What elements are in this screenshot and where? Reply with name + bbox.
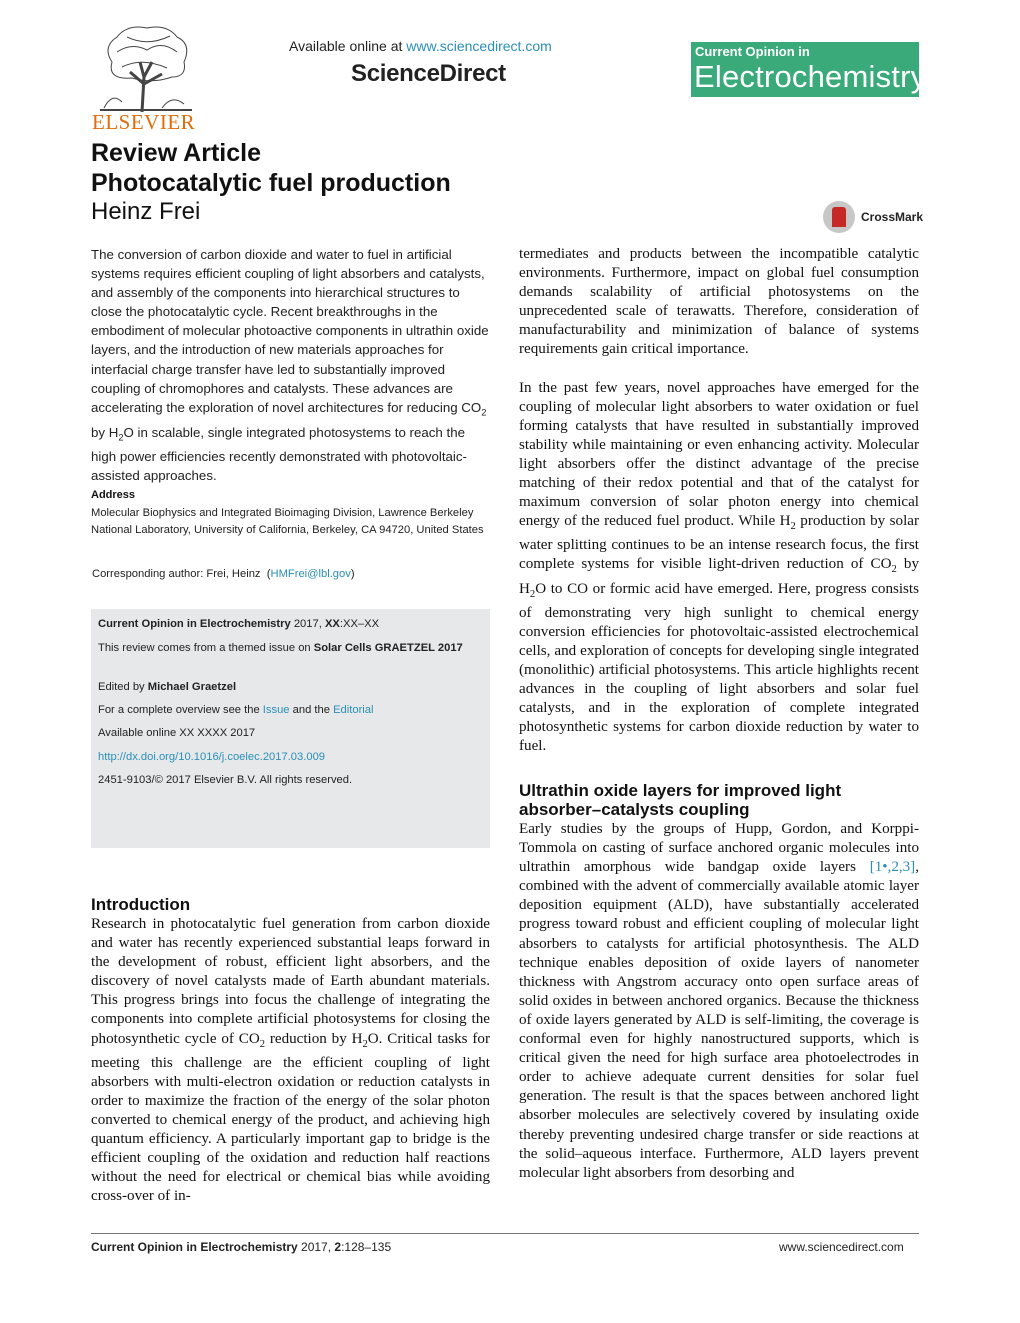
right-column [519, 245, 919, 756]
article-title: Photocatalytic fuel production [91, 169, 451, 197]
info-copyright: 2451-9103/© 2017 Elsevier B.V. All rights reserved. [98, 774, 353, 786]
footer-divider [91, 1233, 919, 1234]
journal-banner-title: Electrochemistry [694, 59, 927, 94]
info-themed-issue: This review comes from a themed issue on Solar Cells GRAETZEL 2017 [98, 642, 463, 654]
journal-banner [691, 42, 927, 97]
crossmark-badge[interactable] [823, 201, 923, 235]
info-available: Available online XX XXXX 2017 [98, 727, 256, 739]
footer-citation: Current Opinion in Electrochemistry 2017, 2:128–135 [91, 1240, 392, 1254]
abstract: The conversion of carbon dioxide and water to fuel in artificial systems requires efficient coupling of light absorbers and catalysts, and assembly of the components into hierarchical structures to close the photocatalytic cycle. Recent breakthroughs in the embodiment of molecular photoactive components in ultrathin oxide layers, and the introduction of new materials approaches for interfacial charge transfer have led to substantially improved coupling of chromophores and catalysts. These advances are accelerating the exploration of novel architectures for reducing $CO_2$ by $H_2O$ in scalable, single integrated photosystems to reach the high power efficiencies recently demonstrated with photovoltaic-assisted approaches. [91, 247, 489, 484]
available-prefix: Available online at [289, 38, 403, 54]
author-name: Heinz Frei [91, 198, 201, 225]
article-type: Review Article [91, 139, 261, 167]
journal-banner-top: Current Opinion in [695, 44, 810, 59]
article-info-box [91, 609, 490, 848]
citation-link[interactable]: [1•,2,3] [869, 859, 916, 876]
elsevier-tree-logo [92, 22, 200, 114]
sciencedirect-link[interactable]: www.sciencedirect.com [406, 38, 552, 54]
author-email-link[interactable]: HMFrei@lbl.gov [270, 568, 351, 580]
corresponding-author: Corresponding author: Frei, Heinz (HMFrei@lbl.gov) [92, 568, 355, 580]
introduction-heading: Introduction [91, 895, 191, 914]
doi-link[interactable]: http://dx.doi.org/10.1016/j.coelec.2017.03.009 [98, 751, 326, 763]
info-doi-row [98, 749, 484, 765]
paragraph-continued: termediates and products between the incompatible catalytic environments. Furthermore, impact on global fuel consumption demands scalability of artificial photosystems on the unprecedented scale of terawatts. Therefore, consideration of manufacturability and minimization of balance of systems requirements gain critical importance. [519, 246, 919, 358]
crossmark-bookmark-icon [832, 207, 846, 227]
footer-url: www.sciencedirect.com [779, 1240, 904, 1254]
section-heading: Ultrathin oxide layers for improved light absorber–catalysts coupling [519, 781, 842, 819]
issue-link[interactable]: Issue [262, 704, 290, 716]
sciencedirect-wordmark: ScienceDirect [351, 60, 506, 87]
introduction-text: Research in photocatalytic fuel generation from carbon dioxide and water has recently experienced substantial leaps forward in the development of robust, efficient light absorbers, and the discovery of novel catalysts made of Earth abundant materials. This progress brings into focus the challenge of integrating the components into complete artificial photosystems for closing the photosynthetic cycle of $CO_2$ reduction by $H_2O$. Critical tasks for meeting this challenge are the efficient coupling of light absorbers with multi-electron oxidation or reduction catalysts in order to maximize the fraction of the energy of the solar photon converted to chemical energy of the product, and achieving high quantum efficiency. A particularly important gap to bridge is the efficient coupling of the oxidation and reduction half reactions without the need for electrical or chemical bias while avoiding cross-over of in- [91, 916, 490, 1205]
elsevier-wordmark: ELSEVIER [92, 110, 196, 134]
editorial-link[interactable]: Editorial [333, 704, 374, 716]
section-text: Early studies by the groups of Hupp, Gordon, and Korppi-Tommola on casting of surface anchored organic molecules into ultrathin amorphous wide bandgap oxide layers [1•,2,3], combined with the advent of commercially available atomic layer deposition equipment (ALD), have substantially accelerated progress toward robust and efficient coupling of molecular light absorbers to catalysts for artificial photosynthesis. The ALD technique enables deposition of oxide layers of nanometer thickness with Angstrom accuracy onto open surface areas of solid oxides in between anchored organics. Because the thickness of oxide layers generated by ALD is self-limiting, the coverage is conformal even for highly nanostructured supports, which is critical given the need for high surface area photoelectrodes in order to achieve adequate current densities for solar fuel generation. The result is that the spaces between anchored light absorber molecules are selectively covered by insulating oxide thereby preventing undesired charge transfer or side reactions at the solid–aqueous interface. Furthermore, ALD layers prevent molecular light absorbers from desorbing and [519, 821, 919, 1181]
crossmark-label: CrossMark [861, 210, 924, 224]
available-online-line [289, 38, 552, 54]
paragraph-approaches: In the past few years, novel approaches have emerged for the coupling of molecular light absorbers to water oxidation or fuel forming catalysts that have resulted in substantially improved stability while maintaining or even enhancing activity. Molecular light absorbers offer the distinct advantage of the precise matching of their redox potential and that of the catalyst for maximum conversion of solar photon energy into chemical energy of the reduced fuel product. While $H_2$ production by solar water splitting continues to be an intense research focus, the first complete systems for visible light-driven reduction of $CO_2$ by $H_2O$ to CO or formic acid have emerged. Here, progress consists of demonstrating very high sunlight to chemical energy conversion efficiencies for photovoltaic-assisted electrochemical cells, and exploration of concepts for developing single integrated (monolithic) artificial photosystems. This article highlights recent advances in the coupling of light absorbers and solar fuel catalysts, and in the exploration of complete integrated photosynthetic systems for carbon dioxide reduction by water to fuel. [519, 379, 919, 755]
address-text: Molecular Biophysics and Integrated Bioimaging Division, Lawrence Berkeley National Laboratory, University of California, Berkeley, CA 94720, United States [91, 507, 484, 536]
info-citation: Current Opinion in Electrochemistry 2017, XX:XX–XX [98, 618, 380, 630]
info-editor: Edited by Michael Graetzel [98, 681, 237, 693]
info-overview: For a complete overview see the Issue and the Editorial [98, 704, 374, 716]
address-label: Address [91, 489, 136, 501]
